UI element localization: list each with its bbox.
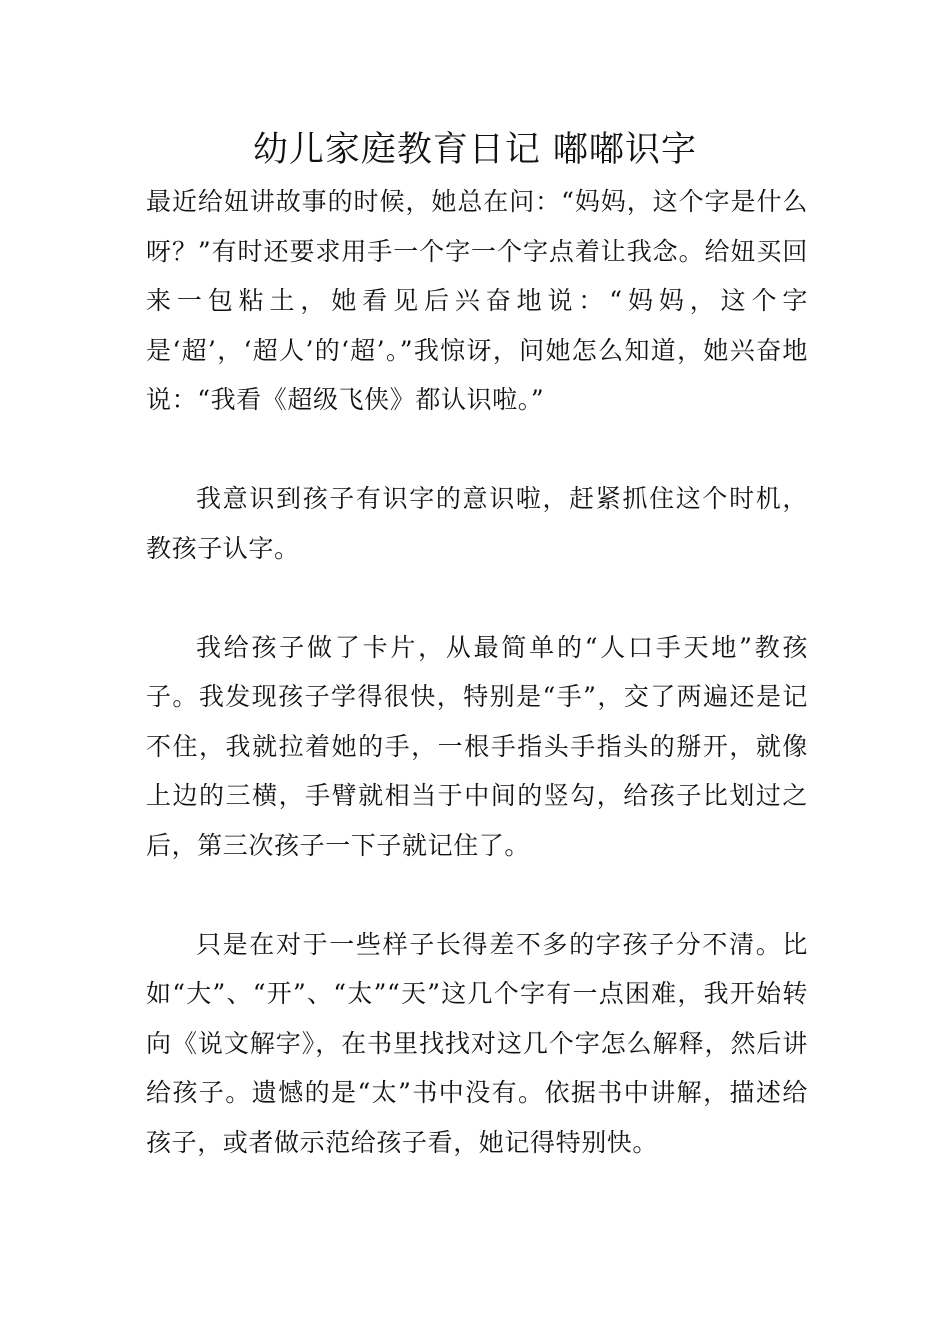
paragraph-spacer bbox=[146, 573, 808, 623]
paragraph-1: 最近给妞讲故事的时候，她总在问：“妈妈，这个字是什么呀？”有时还要求用手一个字一个字点着让我念。给妞买回来一包粘土，她看见后兴奋地说：“妈妈，这个字是‘超’，‘超人’的‘超’。”我惊讶，问她怎么知道，她兴奋地说：“我看《超级飞侠》都认识啦。” bbox=[146, 187, 808, 414]
paragraph-2: 我意识到孩子有识字的意识啦，赶紧抓住这个时机，教孩子认字。 bbox=[146, 484, 808, 563]
paragraph-spacer bbox=[146, 870, 808, 920]
paragraph-spacer bbox=[146, 425, 808, 475]
document-title: 幼儿家庭教育日记 嘟嘟识字 bbox=[252, 130, 698, 170]
paragraph-4: 只是在对于一些样子长得差不多的字孩子分不清。比如“大”、“开”、“太”“天”这几个字有一点困难，我开始转向《说文解字》，在书里找找对这几个字怎么解释，然后讲给孩子。遗憾的是“太”书中没有。依据书中讲解，描述给孩子，或者做示范给孩子看，她记得特别快。 bbox=[146, 929, 808, 1157]
document-body bbox=[146, 177, 808, 1167]
paragraph-3: 我给孩子做了卡片，从最简单的“人口手天地”教孩子。我发现孩子学得很快，特别是“手”，交了两遍还是记不住，我就拉着她的手，一根手指头手指头的掰开，就像上边的三横，手臂就相当于中间的竖勾，给孩子比划过之后，第三次孩子一下子就记住了。 bbox=[146, 632, 808, 860]
